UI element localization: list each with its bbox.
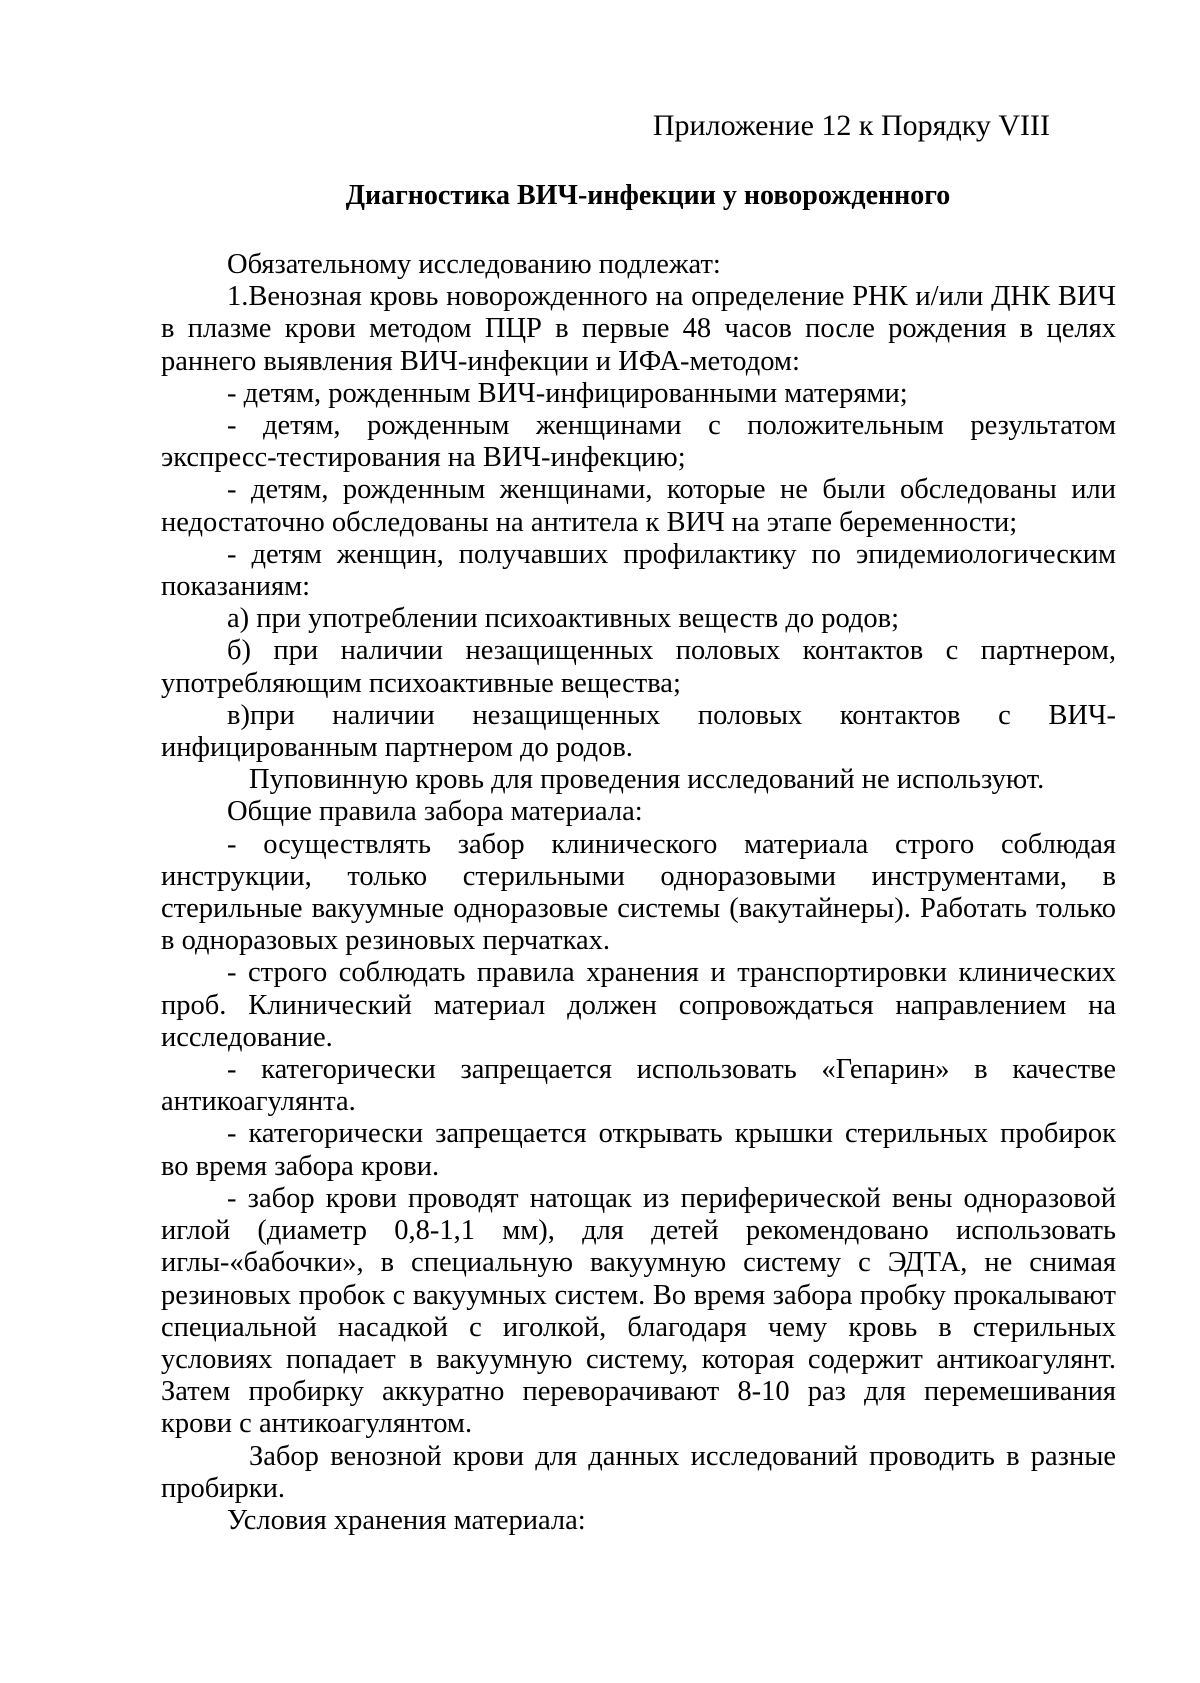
paragraph-bullet: - детям, рожденным ВИЧ-инфицированными матерями; [227,377,908,409]
paragraph-subitem-b: б) при наличии незащищенных половых контактов с партнером, употребляющим психоактивные вещества; [161,635,1116,699]
paragraph-rule: - забор крови проводят натощак из периферической вены одноразовой иглой (диаметр 0,8-1,1 мм), для детей рекомендовано использовать иглы-«бабочки», в специальную вакуумную систему с ЭДТА, не снимая резиновых пробок с вакуумных систем. Во время забора пробку прокалывают специальной насадкой с иголкой, благодаря чему кровь в стерильных условиях попадает в вакуумную систему, которая содержит антикоагулянт. Затем пробирку аккуратно переворачивают 8-10 раз для перемешивания крови с антикоагулянтом. [161,1182,1116,1440]
paragraph-rule: - строго соблюдать правила хранения и транспортировки клинических проб. Клинический материал должен сопровождаться направлением на исследование. [161,957,1116,1053]
paragraph-rule: - осуществлять забор клинического материала строго соблюдая инструкции, только стерильными одноразовыми инструментами, в стерильные вакуумные одноразовые системы (вакутайнеры). Работать только в одноразовых резиновых перчатках. [161,828,1116,957]
paragraph-separate-tubes: Забор венозной крови для данных исследований проводить в разные пробирки. [161,1440,1116,1504]
document-title: Диагностика ВИЧ-инфекции у новорожденного [345,180,951,211]
paragraph-intro: Обязательному исследованию подлежат: [227,249,721,280]
paragraph-rule: - категорически запрещается использовать «Гепарин» в качестве антикоагулянта. [161,1054,1116,1118]
paragraph-rules-heading: Общие правила забора материала: [227,796,643,828]
paragraph-subitem-c: в)при наличии незащищенных половых контактов с ВИЧ-инфицированным партнером до родов. [161,699,1116,764]
paragraph-bullet: - детям, рожденным женщинами с положительным результатом экспресс-тестирования на ВИЧ-инфекцию; [161,410,1116,474]
document-body [161,249,1116,1537]
paragraph-bullet: - детям, рожденным женщинами, которые не были обследованы или недостаточно обследованы на антитела к ВИЧ на этапе беременности; [161,474,1116,538]
paragraph-storage-heading: Условия хранения материала: [227,1504,586,1536]
paragraph-subitem-a: а) при употреблении психоактивных веществ до родов; [227,603,900,635]
paragraph-cord-blood: Пуповинную кровь для проведения исследований не используют. [249,764,1045,796]
paragraph-rule: - категорически запрещается открывать крышки стерильных пробирок во время забора крови. [161,1118,1116,1182]
paragraph-item-1: 1.Венозная кровь новорожденного на определение РНК и/или ДНК ВИЧ в плазме крови методом ПЦР в первые 48 часов после рождения в целях раннего выявления ВИЧ-инфекции и ИФА-методом: [161,281,1116,377]
appendix-label: Приложение 12 к Порядку VIII [652,109,1050,142]
paragraph-bullet: - детям женщин, получавших профилактику по эпидемиологическим показаниям: [161,538,1116,603]
